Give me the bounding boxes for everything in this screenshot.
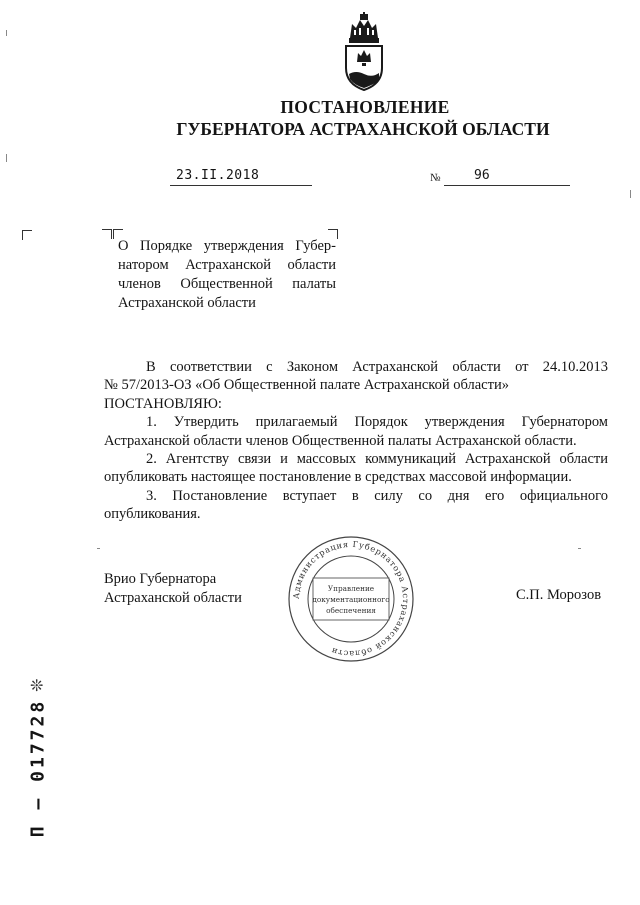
- bracket-corner-top-left: [22, 230, 32, 240]
- document-type-title: ПОСТАНОВЛЕНИЕ: [280, 97, 450, 117]
- signatory-position: [104, 570, 242, 608]
- scan-mark: [6, 30, 7, 36]
- preamble-line: В соответствии с Законом Астраханской области от 24.10.2013: [146, 359, 608, 375]
- margin-ornament: ❊: [30, 678, 44, 695]
- decree-item-3: 3. Постановление вступает в силу со дня его официального опубликования.: [104, 487, 608, 523]
- decree-word: ПОСТАНОВЛЯЮ:: [104, 395, 222, 412]
- signatory-position-line: Астраханской области: [104, 590, 242, 606]
- stamp-outer-text: Администрация Губернатора Астраханской области: [290, 538, 412, 660]
- subject-line: членов Общественной палаты: [118, 276, 336, 292]
- subject-line: натором Астраханской области: [118, 257, 336, 273]
- scan-mark: [578, 548, 581, 549]
- document-heading: [0, 96, 640, 140]
- document-date: 23.II.2018: [176, 168, 260, 183]
- subject-line: О Порядке утверждения Губер-: [118, 238, 336, 254]
- issuing-authority-title: ГУБЕРНАТОРА АСТРАХАНСКОЙ ОБЛАСТИ: [176, 119, 550, 139]
- margin-serial-number: П – 017728: [27, 698, 49, 838]
- preamble-line: № 57/2013-ОЗ «Об Общественной палате Астраханской области»: [104, 377, 509, 394]
- document-body: [104, 358, 608, 524]
- scan-mark: [97, 548, 100, 549]
- document-date-field: [170, 168, 312, 186]
- stamp-inner-line: Управление: [327, 584, 375, 593]
- document-number-field: [444, 168, 570, 186]
- coat-of-arms-icon: [340, 12, 388, 92]
- document-number: 96: [474, 168, 490, 183]
- stamp-inner-line: документационного: [312, 595, 390, 604]
- decree-item-1: 1. Утвердить прилагаемый Порядок утверждения Губернатором Астраханской области членов Общественной палаты Астраханской области.: [104, 414, 608, 449]
- bracket-corner-top-right: [102, 229, 112, 239]
- document-subject: [118, 237, 336, 313]
- decree-item-2: 2. Агентству связи и массовых коммуникаций Астраханской области опубликовать настоящее постановление в средствах массовой информации.: [104, 451, 608, 486]
- stamp-inner-line: обеспечения: [326, 606, 376, 615]
- number-sign: №: [430, 172, 441, 184]
- scan-mark: [6, 154, 7, 162]
- signatory-position-line: Врио Губернатора: [104, 571, 217, 587]
- subject-line: Астраханской области: [118, 295, 256, 311]
- signatory-name: С.П. Морозов: [516, 587, 602, 603]
- official-stamp: [286, 534, 416, 664]
- scan-mark: [630, 190, 631, 198]
